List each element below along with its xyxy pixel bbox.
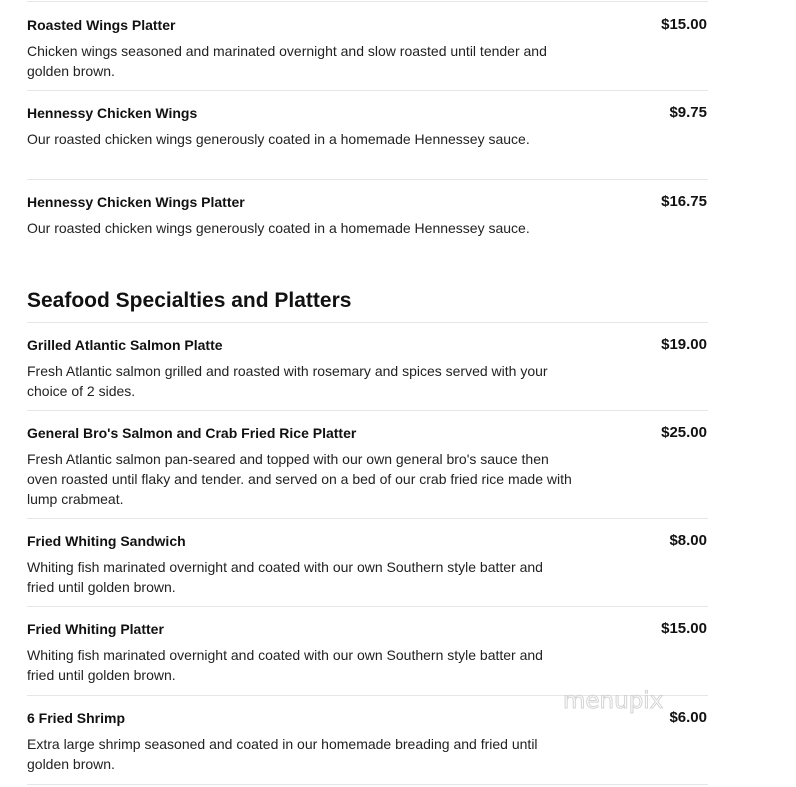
menupix-watermark: menupix xyxy=(563,688,664,714)
item-description: Our roasted chicken wings generously coated in a homemade Hennessey sauce. xyxy=(27,220,530,236)
item-price: $15.00 xyxy=(661,620,707,637)
item-name: Fried Whiting Sandwich xyxy=(27,533,186,549)
item-name: Hennessy Chicken Wings Platter xyxy=(27,194,245,210)
menu-item xyxy=(27,2,708,90)
item-name: General Bro's Salmon and Crab Fried Rice Platter xyxy=(27,425,357,441)
item-description: Fresh Atlantic salmon pan-seared and topped with our own general bro's sauce then oven roasted until flaky and tender. and served on a bed of our crab fried rice made with lump crabmeat. xyxy=(27,451,572,507)
menu-item xyxy=(27,410,708,518)
item-price: $16.75 xyxy=(661,193,707,210)
menu-item xyxy=(27,90,708,178)
menu-item xyxy=(27,322,708,410)
item-price: $15.00 xyxy=(661,16,707,33)
item-name: 6 Fried Shrimp xyxy=(27,710,126,726)
item-name: Roasted Wings Platter xyxy=(27,17,176,33)
item-description: Whiting fish marinated overnight and coated with our own Southern style batter and fried until golden brown. xyxy=(27,647,543,683)
item-price: $25.00 xyxy=(661,424,707,441)
item-description: Chicken wings seasoned and marinated overnight and slow roasted until tender and golden brown. xyxy=(27,43,547,79)
item-price: $6.00 xyxy=(669,709,707,726)
item-price: $19.00 xyxy=(661,336,707,353)
item-name: Fried Whiting Platter xyxy=(27,621,164,637)
section-title: Seafood Specialties and Platters xyxy=(27,289,352,312)
item-name: Grilled Atlantic Salmon Platte xyxy=(27,337,223,353)
menu-item xyxy=(27,179,708,267)
menu-item xyxy=(27,518,708,606)
item-description: Extra large shrimp seasoned and coated in our homemade breading and fried until golden brown. xyxy=(27,736,538,772)
item-description: Our roasted chicken wings generously coated in a homemade Hennessey sauce. xyxy=(27,131,530,147)
item-description: Fresh Atlantic salmon grilled and roasted with rosemary and spices served with your choice of 2 sides. xyxy=(27,363,548,399)
item-price: $9.75 xyxy=(669,104,707,121)
divider xyxy=(27,784,708,785)
menu-item xyxy=(27,606,708,694)
item-description: Whiting fish marinated overnight and coated with our own Southern style batter and fried until golden brown. xyxy=(27,559,543,595)
item-price: $8.00 xyxy=(669,532,707,549)
item-name: Hennessy Chicken Wings xyxy=(27,105,198,121)
